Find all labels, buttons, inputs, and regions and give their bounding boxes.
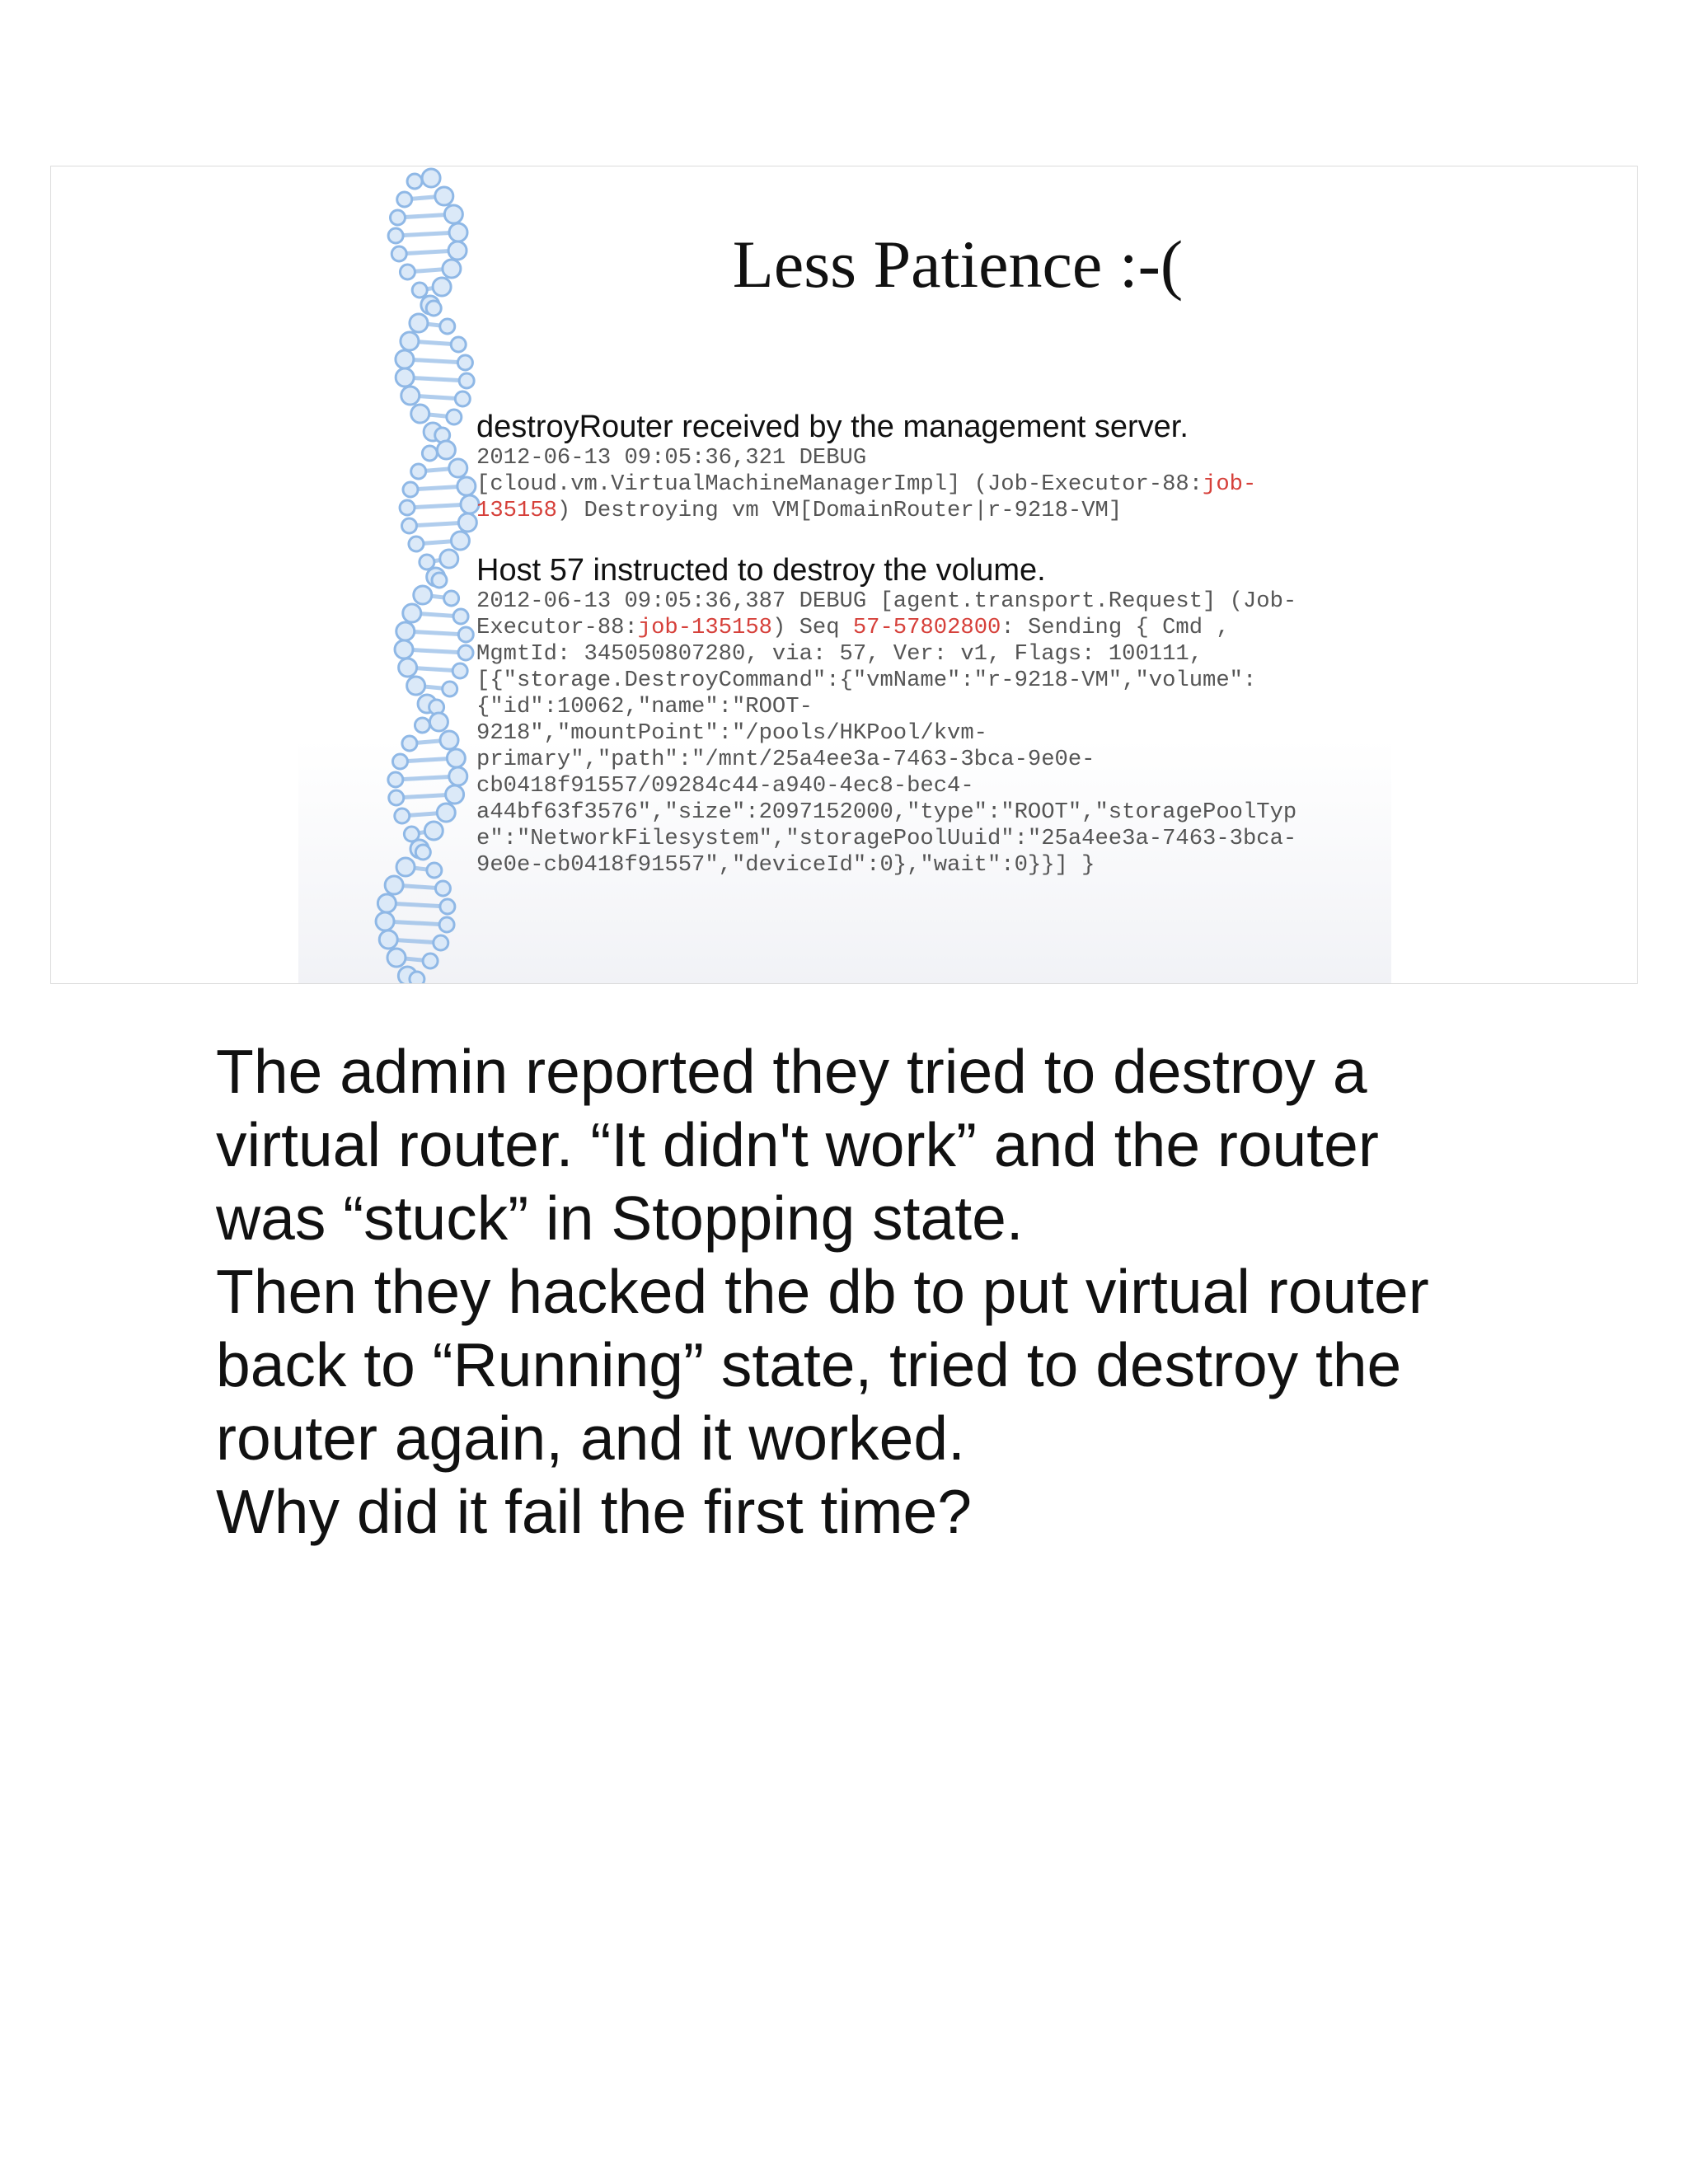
section-heading-destroy-volume: Host 57 instructed to destroy the volume.	[476, 553, 1046, 588]
log-line	[476, 498, 1416, 524]
notes-line: was “stuck” in Stopping state.	[216, 1183, 1024, 1253]
dna-node	[447, 410, 462, 424]
dna-node	[385, 876, 403, 894]
dna-node	[439, 917, 454, 932]
log-line	[476, 826, 1416, 852]
log-block-destroy-volume	[476, 588, 1416, 879]
dna-node	[423, 954, 438, 968]
log-line	[476, 694, 1416, 720]
dna-node	[440, 899, 455, 914]
dna-node	[437, 804, 455, 822]
log-text: 2012-06-13 09:05:36,321 DEBUG	[476, 445, 867, 471]
speaker-notes	[216, 1035, 1617, 1549]
dna-node	[410, 314, 428, 332]
log-text: : Sending { Cmd ,	[1001, 615, 1230, 640]
slide-image	[50, 166, 1638, 984]
dna-node	[433, 278, 451, 296]
dna-node	[440, 319, 455, 334]
dna-node	[379, 930, 397, 949]
dna-node	[437, 441, 455, 459]
dna-node	[432, 573, 447, 588]
notes-line: The admin reported they tried to destroy a	[216, 1037, 1367, 1106]
dna-node	[457, 355, 472, 370]
dna-node	[411, 405, 429, 423]
log-highlight: job-135158	[637, 615, 772, 640]
dna-node	[443, 260, 461, 278]
dna-node	[400, 500, 415, 515]
dna-node	[389, 790, 404, 805]
log-text: ) Destroying vm VM[DomainRouter|r-9218-VM]	[556, 498, 1123, 523]
dna-node	[396, 858, 415, 876]
dna-node	[452, 663, 467, 678]
dna-node	[415, 718, 429, 733]
dna-node	[440, 731, 458, 749]
log-text: e":"NetworkFilesystem","storagePoolUuid":"25a4ee3a-7463-3bca-	[476, 826, 1297, 851]
dna-node	[453, 609, 468, 624]
dna-node	[444, 205, 462, 223]
notes-line: router again, and it worked.	[216, 1404, 965, 1473]
log-highlight: job-	[1203, 471, 1257, 497]
dna-node	[451, 532, 469, 550]
log-line	[476, 668, 1416, 694]
log-text: Executor-88:	[476, 615, 638, 640]
dna-node	[426, 301, 441, 316]
dna-node	[458, 645, 473, 660]
log-text: {"id":10062,"name":"ROOT-	[476, 694, 813, 719]
dna-node	[459, 373, 474, 388]
dna-node	[412, 283, 427, 298]
dna-node	[388, 228, 403, 243]
dna-node	[458, 627, 473, 642]
dna-node	[387, 949, 406, 967]
dna-node	[420, 555, 434, 569]
slide-title: Less Patience :-(	[732, 227, 1184, 302]
dna-node	[455, 391, 470, 406]
log-highlight: 135158	[476, 498, 557, 523]
log-line	[476, 799, 1416, 826]
log-block-destroy-router	[476, 445, 1416, 524]
log-text: [{"storage.DestroyCommand":{"vmName":"r-9218-VM","volume":	[476, 668, 1257, 693]
dna-node	[422, 446, 437, 461]
log-line	[476, 471, 1416, 498]
dna-node	[429, 713, 448, 731]
dna-node	[392, 754, 407, 769]
dna-node	[414, 586, 432, 604]
dna-node	[392, 246, 406, 261]
dna-node	[435, 881, 450, 896]
log-text: 9218","mountPoint":"/pools/HKPool/kvm-	[476, 720, 987, 746]
log-text: 9e0e-cb0418f91557","deviceId":0},"wait":0}}] }	[476, 852, 1095, 878]
section-heading-destroy-router: destroyRouter received by the management server.	[476, 410, 1189, 444]
dna-node	[403, 604, 421, 622]
log-text: cb0418f91557/09284c44-a940-4ec8-bec4-	[476, 773, 974, 799]
log-text: [cloud.vm.VirtualMachineManagerImpl] (Job-Executor-88:	[476, 471, 1203, 497]
log-line	[476, 773, 1416, 799]
slide-content	[476, 409, 1416, 879]
log-line	[476, 720, 1416, 747]
dna-node	[403, 482, 418, 497]
dna-node	[401, 387, 420, 405]
dna-node	[396, 622, 415, 640]
dna-node	[402, 518, 417, 533]
dna-node	[390, 210, 405, 225]
dna-node	[443, 682, 457, 696]
log-line	[476, 747, 1416, 773]
log-text: a44bf63f3576","size":2097152000,"type":"ROOT","storagePoolTyp	[476, 799, 1297, 825]
dna-node	[388, 772, 403, 787]
dna-node	[397, 192, 412, 207]
dna-node	[435, 187, 453, 205]
dna-node	[449, 767, 467, 785]
dna-node	[434, 935, 448, 950]
dna-node	[424, 822, 443, 840]
dna-node	[399, 658, 417, 677]
dna-node	[376, 912, 394, 930]
dna-node	[422, 169, 440, 187]
dna-node	[440, 550, 458, 568]
notes-line: Why did it fail the first time?	[216, 1477, 972, 1546]
dna-node	[407, 677, 425, 695]
dna-node	[395, 808, 410, 823]
dna-node	[427, 863, 442, 878]
log-line	[476, 588, 1416, 615]
dna-node	[444, 591, 459, 606]
dna-node	[451, 337, 466, 352]
notes-line: Then they hacked the db to put virtual router	[216, 1257, 1429, 1326]
log-line	[476, 852, 1416, 879]
dna-node	[377, 894, 396, 912]
dna-node	[396, 350, 414, 368]
notes-line: virtual router. “It didn't work” and the router	[216, 1110, 1379, 1179]
log-line	[476, 445, 1416, 471]
dna-node	[407, 174, 422, 189]
log-text: 2012-06-13 09:05:36,387 DEBUG [agent.transport.Request] (Job-	[476, 588, 1297, 614]
log-line	[476, 641, 1416, 668]
dna-node	[410, 972, 424, 984]
dna-node	[447, 749, 465, 767]
dna-node	[409, 537, 424, 551]
dna-node	[401, 332, 419, 350]
dna-node	[400, 265, 415, 279]
dna-node	[446, 785, 464, 804]
dna-node	[457, 477, 476, 495]
dna-node	[395, 640, 413, 658]
log-text: ) Seq	[771, 615, 853, 640]
dna-node	[415, 845, 430, 860]
log-text: primary","path":"/mnt/25a4ee3a-7463-3bca-9e0e-	[476, 747, 1095, 772]
dna-node	[458, 513, 476, 532]
dna-node	[449, 459, 467, 477]
log-line	[476, 615, 1416, 641]
notes-line: back to “Running” state, tried to destroy the	[216, 1330, 1402, 1399]
dna-node	[396, 368, 414, 387]
log-text: MgmtId: 345050807280, via: 57, Ver: v1, Flags: 100111,	[476, 641, 1203, 667]
dna-node	[411, 464, 426, 479]
dna-node	[402, 736, 417, 751]
log-highlight: 57-57802800	[852, 615, 1001, 640]
